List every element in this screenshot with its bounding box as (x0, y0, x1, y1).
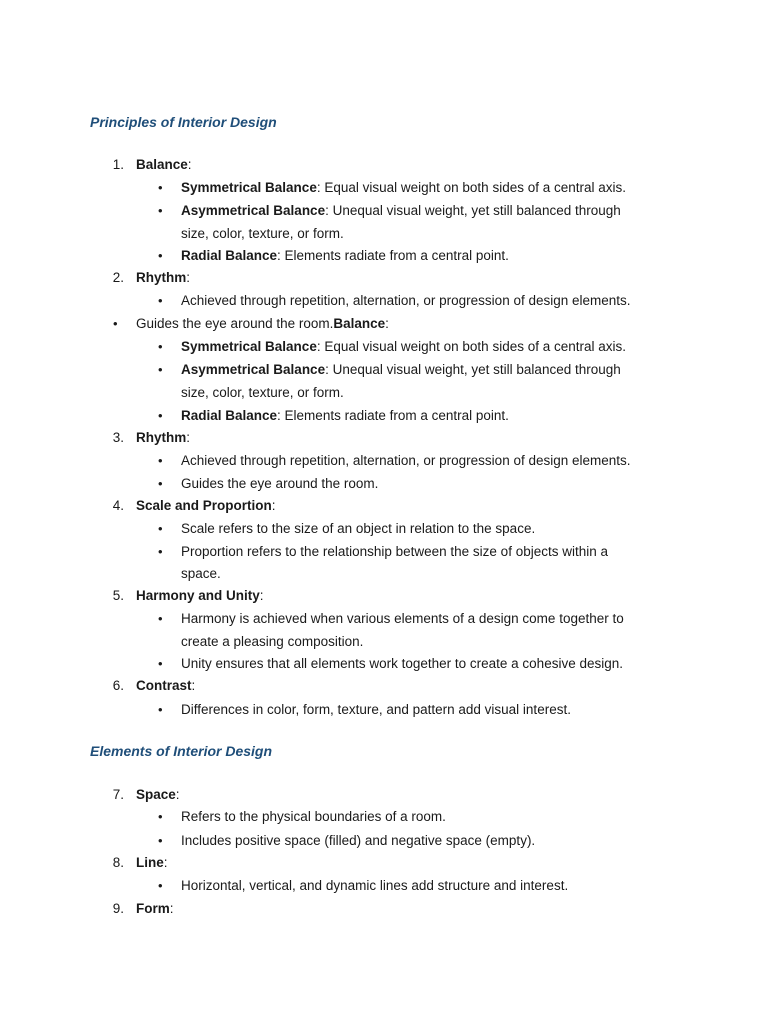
list-item (181, 336, 626, 358)
list-item (136, 898, 174, 920)
item-label: Harmony and Unity (136, 588, 260, 603)
section-heading-principles: Principles of Interior Design (90, 114, 277, 130)
item-label: Line (136, 855, 164, 870)
list-item: Proportion refers to the relationship between the size of objects within a (181, 544, 608, 559)
colon: : (186, 430, 191, 445)
list-item (136, 313, 389, 335)
item-text: : Unequal visual weight, yet still balanced through (325, 362, 621, 377)
item-label: Asymmetrical Balance (181, 203, 326, 218)
list-item: Differences in color, form, texture, and pattern add visual interest. (181, 702, 571, 717)
section-heading-elements: Elements of Interior Design (90, 743, 273, 759)
list-number: 1. (112, 157, 124, 172)
list-item (136, 585, 264, 607)
item-label: Space (136, 787, 176, 802)
list-item (181, 177, 626, 199)
list-item: Scale refers to the size of an object in relation to the space. (181, 521, 536, 536)
item-text: : Elements radiate from a central point. (277, 248, 509, 263)
item-text: : Equal visual weight on both sides of a central axis. (316, 339, 627, 354)
colon: : (186, 270, 191, 285)
list-item (136, 852, 168, 874)
item-label: Rhythm (136, 430, 187, 445)
item-text: : Unequal visual weight, yet still balanced through (325, 203, 621, 218)
item-label: Form (136, 901, 170, 916)
item-text: : Equal visual weight on both sides of a central axis. (316, 180, 627, 195)
bullet: • (158, 521, 163, 536)
list-number: 2. (112, 270, 124, 285)
colon: : (175, 787, 180, 802)
bullet: • (158, 544, 163, 559)
bullet: • (113, 316, 118, 331)
item-label: Contrast (136, 678, 192, 693)
bullet: • (158, 180, 163, 195)
list-number: 9. (112, 901, 124, 916)
list-number: 7. (112, 787, 124, 802)
bullet: • (158, 339, 163, 354)
bullet: • (158, 453, 163, 468)
list-number: 4. (112, 498, 124, 513)
list-item (136, 784, 180, 806)
list-number: 8. (112, 855, 124, 870)
list-item: Refers to the physical boundaries of a room. (181, 809, 446, 824)
list-item: Achieved through repetition, alternation, or progression of design elements. (181, 453, 631, 468)
list-item (136, 495, 276, 517)
colon: : (259, 588, 264, 603)
list-number: 5. (112, 588, 124, 603)
item-label: Rhythm (136, 270, 187, 285)
list-item (136, 675, 195, 697)
bullet: • (158, 809, 163, 824)
colon: : (163, 855, 168, 870)
item-label: Balance (136, 157, 188, 172)
item-continuation: create a pleasing composition. (181, 634, 364, 649)
bullet: • (158, 611, 163, 626)
bullet: • (158, 702, 163, 717)
list-number: 3. (112, 430, 124, 445)
list-item (136, 427, 190, 449)
list-item (181, 359, 621, 381)
bullet: • (158, 878, 163, 893)
list-number: 6. (112, 678, 124, 693)
bullet: • (158, 362, 163, 377)
item-label: Radial Balance (181, 248, 278, 263)
item-label: Radial Balance (181, 408, 278, 423)
item-label: Scale and Proportion (136, 498, 272, 513)
list-item: Achieved through repetition, alternation, or progression of design elements. (181, 293, 631, 308)
bullet: • (158, 203, 163, 218)
colon: : (271, 498, 276, 513)
bullet: • (158, 293, 163, 308)
list-item: Harmony is achieved when various elements of a design come together to (181, 611, 624, 626)
item-continuation: size, color, texture, or form. (181, 385, 344, 400)
bullet: • (158, 833, 163, 848)
list-item (181, 405, 509, 427)
colon: : (385, 316, 389, 331)
list-item: Guides the eye around the room. (181, 476, 379, 491)
item-continuation: space. (181, 566, 221, 581)
list-item (136, 267, 190, 289)
item-text: : Elements radiate from a central point. (277, 408, 509, 423)
bullet: • (158, 408, 163, 423)
list-item (136, 154, 192, 176)
list-item (181, 245, 509, 267)
colon: : (169, 901, 174, 916)
bullet: • (158, 476, 163, 491)
item-label: Symmetrical Balance (181, 339, 317, 354)
item-label: Symmetrical Balance (181, 180, 317, 195)
list-item: Unity ensures that all elements work together to create a cohesive design. (181, 656, 623, 671)
colon: : (191, 678, 196, 693)
list-item: Includes positive space (filled) and negative space (empty). (181, 833, 536, 848)
item-continuation: size, color, texture, or form. (181, 226, 344, 241)
bullet: • (158, 656, 163, 671)
list-item: Horizontal, vertical, and dynamic lines add structure and interest. (181, 878, 569, 893)
bullet: • (158, 248, 163, 263)
colon: : (187, 157, 192, 172)
item-label: Balance (333, 316, 386, 331)
item-label: Asymmetrical Balance (181, 362, 326, 377)
list-item (181, 200, 621, 222)
item-text: Guides the eye around the room. (136, 316, 334, 331)
